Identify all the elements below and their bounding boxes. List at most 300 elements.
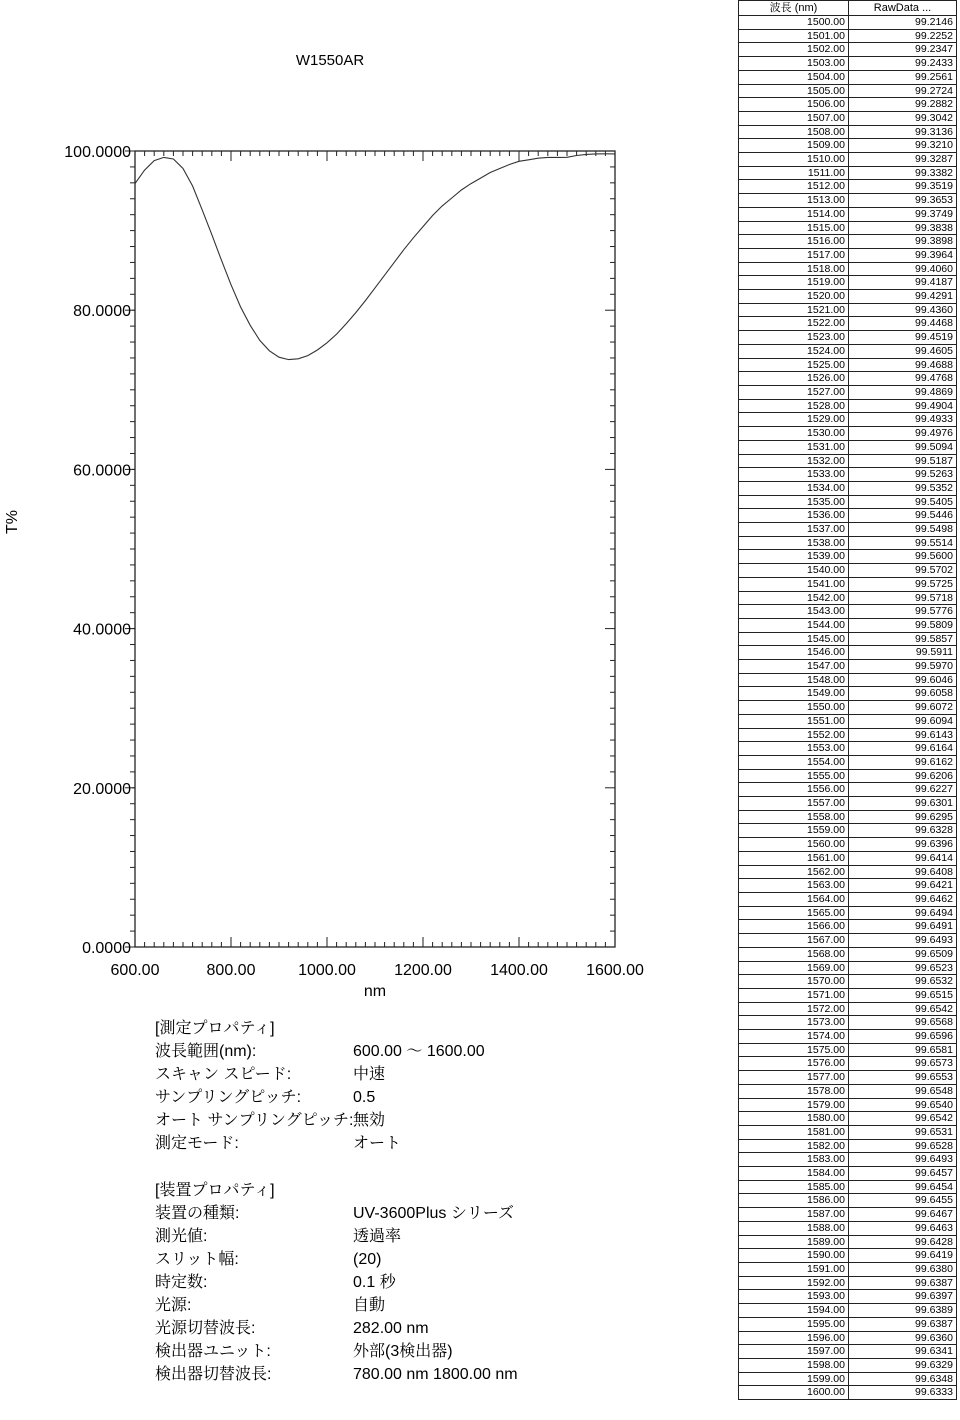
wavelength-cell: 1526.00 <box>739 372 849 386</box>
property-key: 光源: <box>155 1297 192 1314</box>
wavelength-cell: 1582.00 <box>739 1139 849 1153</box>
rawdata-cell: 99.6542 <box>849 1112 957 1126</box>
wavelength-cell: 1509.00 <box>739 139 849 153</box>
rawdata-cell: 99.4519 <box>849 331 957 345</box>
table-row[interactable] <box>739 660 957 674</box>
table-row[interactable] <box>739 1030 957 1044</box>
table-row[interactable] <box>739 358 957 372</box>
wavelength-cell: 1520.00 <box>739 290 849 304</box>
table-row[interactable] <box>739 865 957 879</box>
x-tick-label: 800.00 <box>206 962 256 979</box>
rawdata-cell: 99.4187 <box>849 276 957 290</box>
table-row[interactable] <box>739 824 957 838</box>
table-row[interactable] <box>739 893 957 907</box>
property-row <box>155 1132 485 1155</box>
table-row[interactable] <box>739 1317 957 1331</box>
rawdata-cell: 99.6396 <box>849 838 957 852</box>
wavelength-cell: 1513.00 <box>739 194 849 208</box>
wavelength-cell: 1521.00 <box>739 303 849 317</box>
property-key: 装置の種類: <box>155 1205 240 1222</box>
table-row[interactable] <box>739 523 957 537</box>
wavelength-cell: 1544.00 <box>739 618 849 632</box>
table-row[interactable] <box>739 317 957 331</box>
rawdata-cell: 99.6493 <box>849 934 957 948</box>
wavelength-cell: 1558.00 <box>739 810 849 824</box>
wavelength-cell: 1565.00 <box>739 906 849 920</box>
property-value: (20) <box>353 1251 382 1268</box>
table-row[interactable] <box>739 290 957 304</box>
table-row[interactable] <box>739 166 957 180</box>
wavelength-cell: 1505.00 <box>739 84 849 98</box>
rawdata-cell: 99.4605 <box>849 344 957 358</box>
rawdata-cell: 99.6421 <box>849 879 957 893</box>
raw-data-table-container[interactable] <box>738 0 958 1400</box>
rawdata-cell: 99.5970 <box>849 660 957 674</box>
x-tick-label: 600.00 <box>110 962 160 979</box>
rawdata-cell: 99.6523 <box>849 961 957 975</box>
wavelength-cell: 1530.00 <box>739 427 849 441</box>
property-key: 光源切替波長: <box>155 1320 256 1337</box>
table-row[interactable] <box>739 1016 957 1030</box>
table-row[interactable] <box>739 1249 957 1263</box>
wavelength-cell: 1555.00 <box>739 769 849 783</box>
y-tick-label: 80.0000 <box>73 303 131 321</box>
table-row[interactable] <box>739 29 957 43</box>
tick-labels <box>64 144 644 979</box>
table-row[interactable] <box>739 879 957 893</box>
rawdata-cell: 99.6058 <box>849 687 957 701</box>
table-row[interactable] <box>739 153 957 167</box>
wavelength-cell: 1507.00 <box>739 111 849 125</box>
wavelength-cell: 1595.00 <box>739 1317 849 1331</box>
table-row[interactable] <box>739 1345 957 1359</box>
rawdata-cell: 99.4360 <box>849 303 957 317</box>
table-row[interactable] <box>739 84 957 98</box>
rawdata-cell: 99.4869 <box>849 385 957 399</box>
instrument-properties-header: [装置プロパティ] <box>155 1182 275 1199</box>
table-row[interactable] <box>739 714 957 728</box>
table-row[interactable] <box>739 810 957 824</box>
wavelength-cell: 1593.00 <box>739 1290 849 1304</box>
rawdata-cell: 99.5263 <box>849 468 957 482</box>
table-row[interactable] <box>739 399 957 413</box>
wavelength-cell: 1570.00 <box>739 975 849 989</box>
rawdata-cell: 99.3042 <box>849 111 957 125</box>
rawdata-cell: 99.4468 <box>849 317 957 331</box>
x-tick-label: 1400.00 <box>490 962 548 979</box>
property-value: 0.1 秒 <box>353 1274 396 1291</box>
table-row[interactable] <box>739 947 957 961</box>
table-row[interactable] <box>739 1084 957 1098</box>
table-row[interactable] <box>739 1290 957 1304</box>
table-row[interactable] <box>739 276 957 290</box>
wavelength-cell: 1543.00 <box>739 605 849 619</box>
property-row <box>155 1271 518 1294</box>
rawdata-cell: 99.5352 <box>849 481 957 495</box>
wavelength-cell: 1522.00 <box>739 317 849 331</box>
table-row[interactable] <box>739 646 957 660</box>
table-row[interactable] <box>739 1112 957 1126</box>
table-row[interactable] <box>739 495 957 509</box>
rawdata-cell: 99.6348 <box>849 1372 957 1386</box>
property-key: 波長範囲(nm): <box>155 1043 257 1060</box>
instrument-properties <box>155 1179 518 1386</box>
property-value: 600.00 ～ 1600.00 <box>353 1043 485 1060</box>
rawdata-cell: 99.6515 <box>849 988 957 1002</box>
wavelength-cell: 1583.00 <box>739 1153 849 1167</box>
table-row[interactable] <box>739 742 957 756</box>
table-row[interactable] <box>739 194 957 208</box>
table-row[interactable] <box>739 98 957 112</box>
rawdata-cell: 99.6295 <box>849 810 957 824</box>
rawdata-cell: 99.6329 <box>849 1358 957 1372</box>
table-row[interactable] <box>739 1386 957 1400</box>
table-row[interactable] <box>739 838 957 852</box>
table-row[interactable] <box>739 1071 957 1085</box>
column-header-wavelength[interactable]: 波長 (nm) <box>739 1 849 16</box>
table-row[interactable] <box>739 427 957 441</box>
rawdata-cell: 99.5405 <box>849 495 957 509</box>
wavelength-cell: 1547.00 <box>739 660 849 674</box>
wavelength-cell: 1573.00 <box>739 1016 849 1030</box>
wavelength-cell: 1525.00 <box>739 358 849 372</box>
property-value: 自動 <box>353 1297 386 1314</box>
property-key: オート サンプリングピッチ: <box>155 1112 354 1129</box>
table-row[interactable] <box>739 1372 957 1386</box>
table-row[interactable] <box>739 564 957 578</box>
y-tick-label: 100.0000 <box>64 144 131 161</box>
property-row <box>155 1294 518 1317</box>
rawdata-cell: 99.6493 <box>849 1153 957 1167</box>
rawdata-cell: 99.6072 <box>849 701 957 715</box>
property-row <box>155 1317 518 1340</box>
table-row[interactable] <box>739 468 957 482</box>
rawdata-cell: 99.6467 <box>849 1208 957 1222</box>
property-row <box>155 1363 518 1386</box>
column-header-rawdata[interactable]: RawData ... <box>849 1 957 16</box>
rawdata-cell: 99.6596 <box>849 1030 957 1044</box>
table-row[interactable] <box>739 248 957 262</box>
table-row[interactable] <box>739 385 957 399</box>
x-tick-label: 1200.00 <box>394 962 452 979</box>
rawdata-cell: 99.6581 <box>849 1043 957 1057</box>
table-row[interactable] <box>739 70 957 84</box>
property-key: 測定モード: <box>155 1135 239 1152</box>
rawdata-cell: 99.6162 <box>849 755 957 769</box>
table-row[interactable] <box>739 1262 957 1276</box>
table-row[interactable] <box>739 975 957 989</box>
wavelength-cell: 1599.00 <box>739 1372 849 1386</box>
rawdata-cell: 99.6227 <box>849 783 957 797</box>
table-row[interactable] <box>739 331 957 345</box>
table-row[interactable] <box>739 303 957 317</box>
rawdata-cell: 99.3898 <box>849 235 957 249</box>
rawdata-cell: 99.6540 <box>849 1098 957 1112</box>
rawdata-cell: 99.6494 <box>849 906 957 920</box>
table-row[interactable] <box>739 1139 957 1153</box>
table-row[interactable] <box>739 687 957 701</box>
table-row[interactable] <box>739 180 957 194</box>
rawdata-cell: 99.6414 <box>849 851 957 865</box>
property-value: 0.5 <box>353 1089 376 1106</box>
measurement-properties-header: [測定プロパティ] <box>155 1020 275 1037</box>
table-row[interactable] <box>739 1194 957 1208</box>
property-value: 780.00 nm 1800.00 nm <box>353 1366 518 1383</box>
rawdata-cell: 99.6491 <box>849 920 957 934</box>
table-row[interactable] <box>739 961 957 975</box>
rawdata-cell: 99.2433 <box>849 57 957 71</box>
property-value: 無効 <box>353 1112 386 1129</box>
rawdata-cell: 99.4904 <box>849 399 957 413</box>
table-row[interactable] <box>739 577 957 591</box>
rawdata-cell: 99.6455 <box>849 1194 957 1208</box>
rawdata-cell: 99.3287 <box>849 153 957 167</box>
table-row[interactable] <box>739 988 957 1002</box>
property-key: 測光値: <box>155 1228 208 1245</box>
rawdata-cell: 99.3519 <box>849 180 957 194</box>
table-row[interactable] <box>739 1167 957 1181</box>
wavelength-cell: 1580.00 <box>739 1112 849 1126</box>
property-key: スリット幅: <box>155 1251 239 1268</box>
y-tick-label: 40.0000 <box>73 621 131 639</box>
property-row <box>155 1086 485 1109</box>
table-row[interactable] <box>739 262 957 276</box>
wavelength-cell: 1540.00 <box>739 564 849 578</box>
rawdata-cell: 99.6463 <box>849 1221 957 1235</box>
table-row[interactable] <box>739 57 957 71</box>
property-value: 282.00 nm <box>353 1320 429 1337</box>
table-row[interactable] <box>739 536 957 550</box>
table-row[interactable] <box>739 769 957 783</box>
wavelength-cell: 1562.00 <box>739 865 849 879</box>
rawdata-cell: 99.6542 <box>849 1002 957 1016</box>
rawdata-cell: 99.6457 <box>849 1167 957 1181</box>
rawdata-cell: 99.6046 <box>849 673 957 687</box>
table-row[interactable] <box>739 1125 957 1139</box>
rawdata-cell: 99.4060 <box>849 262 957 276</box>
rawdata-cell: 99.5498 <box>849 523 957 537</box>
wavelength-cell: 1515.00 <box>739 221 849 235</box>
wavelength-cell: 1561.00 <box>739 851 849 865</box>
wavelength-cell: 1584.00 <box>739 1167 849 1181</box>
table-row[interactable] <box>739 591 957 605</box>
rawdata-cell: 99.6389 <box>849 1304 957 1318</box>
rawdata-cell: 99.6360 <box>849 1331 957 1345</box>
wavelength-cell: 1533.00 <box>739 468 849 482</box>
table-row[interactable] <box>739 1057 957 1071</box>
wavelength-cell: 1594.00 <box>739 1304 849 1318</box>
table-row[interactable] <box>739 344 957 358</box>
table-row[interactable] <box>739 934 957 948</box>
table-row[interactable] <box>739 632 957 646</box>
rawdata-cell: 99.4768 <box>849 372 957 386</box>
wavelength-cell: 1600.00 <box>739 1386 849 1400</box>
wavelength-cell: 1532.00 <box>739 454 849 468</box>
table-row[interactable] <box>739 1331 957 1345</box>
wavelength-cell: 1545.00 <box>739 632 849 646</box>
table-row[interactable] <box>739 440 957 454</box>
table-row[interactable] <box>739 221 957 235</box>
rawdata-cell: 99.5718 <box>849 591 957 605</box>
rawdata-cell: 99.5094 <box>849 440 957 454</box>
wavelength-cell: 1598.00 <box>739 1358 849 1372</box>
table-row[interactable] <box>739 111 957 125</box>
rawdata-cell: 99.6528 <box>849 1139 957 1153</box>
wavelength-cell: 1531.00 <box>739 440 849 454</box>
wavelength-cell: 1534.00 <box>739 481 849 495</box>
table-row[interactable] <box>739 372 957 386</box>
table-row[interactable] <box>739 1235 957 1249</box>
rawdata-cell: 99.6380 <box>849 1262 957 1276</box>
property-value: オート <box>353 1135 402 1152</box>
table-row[interactable] <box>739 728 957 742</box>
rawdata-cell: 99.5776 <box>849 605 957 619</box>
wavelength-cell: 1548.00 <box>739 673 849 687</box>
wavelength-cell: 1574.00 <box>739 1030 849 1044</box>
table-row[interactable] <box>739 673 957 687</box>
table-row[interactable] <box>739 550 957 564</box>
wavelength-cell: 1554.00 <box>739 755 849 769</box>
rawdata-cell: 99.3382 <box>849 166 957 180</box>
wavelength-cell: 1590.00 <box>739 1249 849 1263</box>
rawdata-cell: 99.6531 <box>849 1125 957 1139</box>
property-value: UV-3600Plus シリーズ <box>353 1205 515 1222</box>
wavelength-cell: 1537.00 <box>739 523 849 537</box>
rawdata-cell: 99.5857 <box>849 632 957 646</box>
rawdata-cell: 99.5809 <box>849 618 957 632</box>
wavelength-cell: 1514.00 <box>739 207 849 221</box>
table-row[interactable] <box>739 1002 957 1016</box>
wavelength-cell: 1596.00 <box>739 1331 849 1345</box>
property-key: スキャン スピード: <box>155 1066 292 1083</box>
property-row <box>155 1225 518 1248</box>
table-row[interactable] <box>739 755 957 769</box>
wavelength-cell: 1538.00 <box>739 536 849 550</box>
property-value: 外部(3検出器) <box>353 1343 453 1360</box>
wavelength-cell: 1581.00 <box>739 1125 849 1139</box>
y-axis-label: T% <box>4 510 21 534</box>
rawdata-cell: 99.6206 <box>849 769 957 783</box>
wavelength-cell: 1575.00 <box>739 1043 849 1057</box>
rawdata-cell: 99.6094 <box>849 714 957 728</box>
table-row[interactable] <box>739 618 957 632</box>
table-row[interactable] <box>739 1043 957 1057</box>
wavelength-cell: 1506.00 <box>739 98 849 112</box>
property-row <box>155 1248 518 1271</box>
rawdata-cell: 99.4688 <box>849 358 957 372</box>
rawdata-cell: 99.6573 <box>849 1057 957 1071</box>
table-row[interactable] <box>739 605 957 619</box>
wavelength-cell: 1542.00 <box>739 591 849 605</box>
property-row <box>155 1340 518 1363</box>
wavelength-cell: 1577.00 <box>739 1071 849 1085</box>
table-row[interactable] <box>739 1098 957 1112</box>
wavelength-cell: 1508.00 <box>739 125 849 139</box>
property-row <box>155 1202 518 1225</box>
wavelength-cell: 1536.00 <box>739 509 849 523</box>
chart-title: W1550AR <box>295 52 365 69</box>
table-row[interactable] <box>739 701 957 715</box>
wavelength-cell: 1585.00 <box>739 1180 849 1194</box>
wavelength-cell: 1578.00 <box>739 1084 849 1098</box>
wavelength-cell: 1501.00 <box>739 29 849 43</box>
wavelength-cell: 1529.00 <box>739 413 849 427</box>
table-row[interactable] <box>739 1153 957 1167</box>
wavelength-cell: 1553.00 <box>739 742 849 756</box>
rawdata-cell: 99.6568 <box>849 1016 957 1030</box>
table-row[interactable] <box>739 43 957 57</box>
table-row[interactable] <box>739 413 957 427</box>
wavelength-cell: 1586.00 <box>739 1194 849 1208</box>
property-key: 検出器ユニット: <box>155 1343 271 1360</box>
property-row <box>155 1109 485 1132</box>
rawdata-cell: 99.6548 <box>849 1084 957 1098</box>
table-row[interactable] <box>739 1180 957 1194</box>
wavelength-cell: 1500.00 <box>739 16 849 30</box>
x-axis-label: nm <box>363 983 387 1000</box>
table-row[interactable] <box>739 1208 957 1222</box>
rawdata-cell: 99.5600 <box>849 550 957 564</box>
wavelength-cell: 1589.00 <box>739 1235 849 1249</box>
table-row[interactable] <box>739 509 957 523</box>
table-row[interactable] <box>739 454 957 468</box>
rawdata-cell: 99.3964 <box>849 248 957 262</box>
wavelength-cell: 1528.00 <box>739 399 849 413</box>
wavelength-cell: 1560.00 <box>739 838 849 852</box>
wavelength-cell: 1546.00 <box>739 646 849 660</box>
wavelength-cell: 1568.00 <box>739 947 849 961</box>
table-row[interactable] <box>739 125 957 139</box>
y-tick-label: 20.0000 <box>73 780 131 798</box>
table-row[interactable] <box>739 783 957 797</box>
table-row[interactable] <box>739 1358 957 1372</box>
table-row[interactable] <box>739 1276 957 1290</box>
rawdata-cell: 99.3136 <box>849 125 957 139</box>
wavelength-cell: 1559.00 <box>739 824 849 838</box>
table-row[interactable] <box>739 1221 957 1235</box>
table-row[interactable] <box>739 481 957 495</box>
wavelength-cell: 1579.00 <box>739 1098 849 1112</box>
table-row[interactable] <box>739 207 957 221</box>
table-row[interactable] <box>739 235 957 249</box>
wavelength-cell: 1510.00 <box>739 153 849 167</box>
wavelength-cell: 1517.00 <box>739 248 849 262</box>
wavelength-cell: 1576.00 <box>739 1057 849 1071</box>
rawdata-cell: 99.5911 <box>849 646 957 660</box>
table-row[interactable] <box>739 139 957 153</box>
rawdata-cell: 99.4933 <box>849 413 957 427</box>
rawdata-cell: 99.6532 <box>849 975 957 989</box>
table-row[interactable] <box>739 16 957 30</box>
table-row[interactable] <box>739 851 957 865</box>
table-row[interactable] <box>739 797 957 811</box>
table-row[interactable] <box>739 920 957 934</box>
rawdata-cell: 99.6462 <box>849 893 957 907</box>
property-value: 透過率 <box>353 1228 402 1245</box>
rawdata-cell: 99.2347 <box>849 43 957 57</box>
table-row[interactable] <box>739 906 957 920</box>
wavelength-cell: 1566.00 <box>739 920 849 934</box>
rawdata-cell: 99.6333 <box>849 1386 957 1400</box>
table-row[interactable] <box>739 1304 957 1318</box>
wavelength-cell: 1591.00 <box>739 1262 849 1276</box>
y-tick-label: 60.0000 <box>73 462 131 480</box>
wavelength-cell: 1535.00 <box>739 495 849 509</box>
x-tick-label: 1000.00 <box>298 962 356 979</box>
wavelength-cell: 1557.00 <box>739 797 849 811</box>
y-tick-label: 0.0000 <box>82 940 131 957</box>
wavelength-cell: 1572.00 <box>739 1002 849 1016</box>
